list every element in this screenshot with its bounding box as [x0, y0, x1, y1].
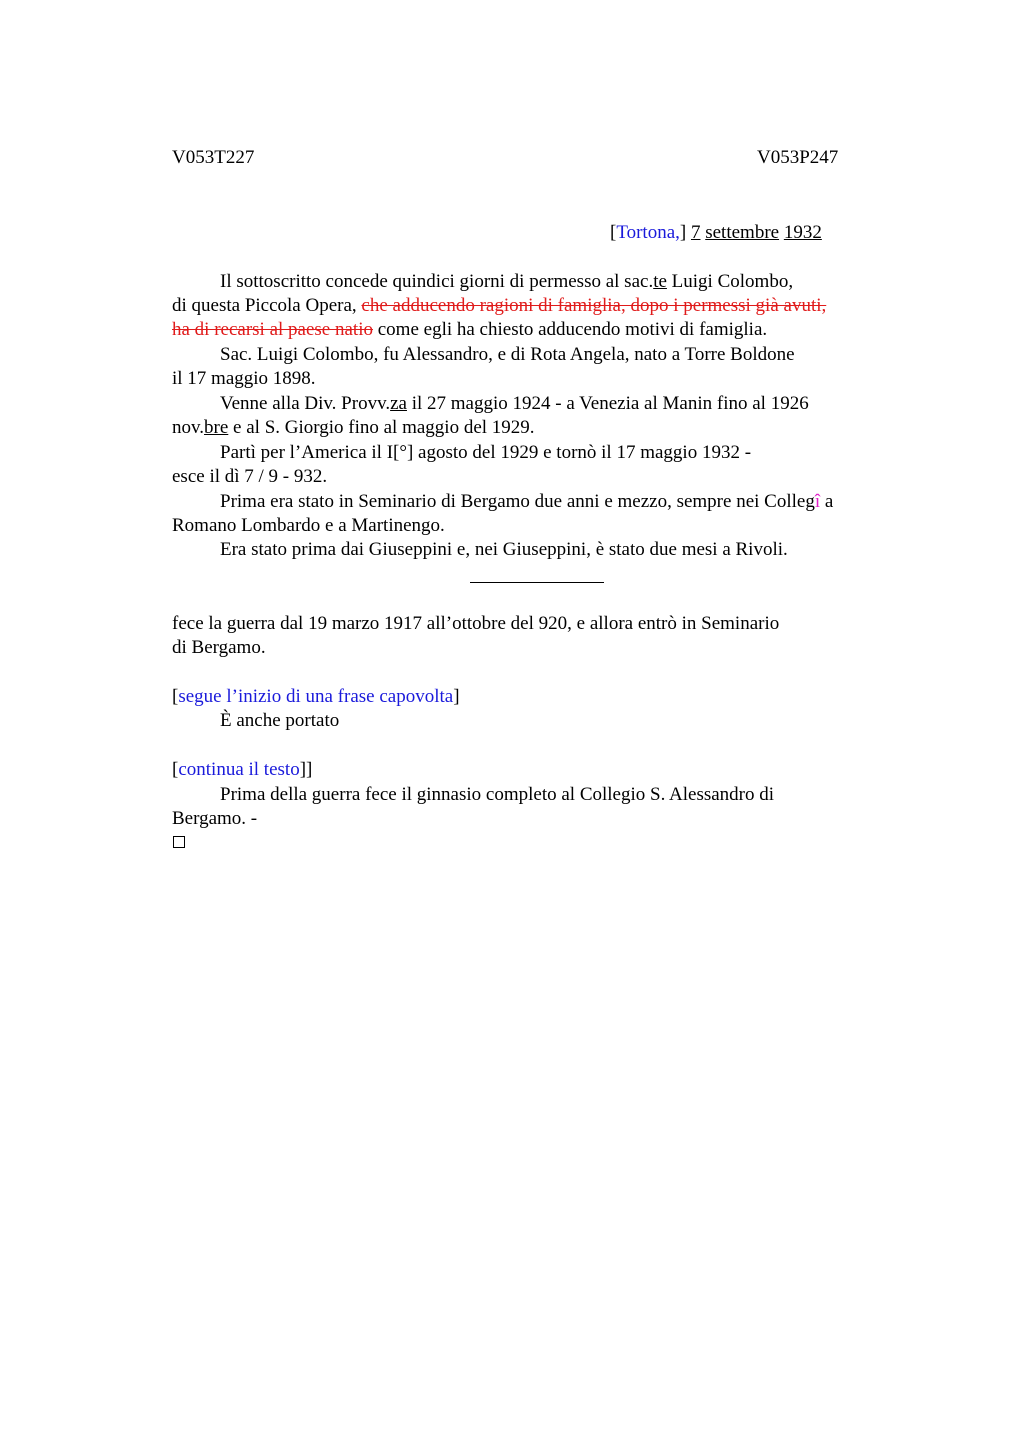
- bracket: [: [172, 686, 179, 707]
- text-span: Luigi Colombo,: [666, 271, 794, 292]
- bracket: ]]: [299, 759, 313, 780]
- text-span: come egli ha chiesto adducendo motivi di famiglia.: [372, 319, 768, 340]
- paragraph-3-line-1: [220, 392, 809, 416]
- text-span: nov.: [172, 417, 205, 438]
- dateline-day: 7: [690, 222, 701, 243]
- abbreviation-superscript: bre: [204, 417, 229, 438]
- paragraph-4-line-1: Partì per l’America il I[°] agosto del 1929 e tornò il 17 maggio 1932 -: [220, 442, 752, 463]
- paragraph-1-line-2: [172, 294, 826, 318]
- bracket: ]: [453, 686, 460, 707]
- dateline-month: settembre: [705, 222, 780, 243]
- paragraph-5-line-2: Romano Lombardo e a Martinengo.: [172, 515, 445, 536]
- separator-rule: [470, 582, 604, 583]
- abbreviation-superscript: za: [390, 393, 407, 414]
- editorial-note-text: continua il testo: [178, 759, 300, 780]
- bracket: [: [172, 759, 179, 780]
- dateline-year: 1932: [783, 222, 822, 243]
- document-code-left: V053T227: [172, 147, 255, 168]
- dateline-place: Tortona,: [616, 222, 680, 243]
- text-span: e al S. Giorgio fino al maggio del 1929.: [228, 417, 535, 438]
- editorial-note-1: [172, 685, 460, 709]
- paragraph-7-line-2: di Bergamo.: [172, 637, 266, 658]
- paragraph-4-line-2: esce il dì 7 / 9 - 932.: [172, 466, 328, 487]
- paragraph-1-line-3: [172, 318, 767, 342]
- paragraph-2-line-2: il 17 maggio 1898.: [172, 368, 316, 389]
- text-span: il 27 maggio 1924 - a Venezia al Manin fino al 1926: [406, 393, 809, 414]
- paragraph-2-line-1: Sac. Luigi Colombo, fu Alessandro, e di Rota Angela, nato a Torre Boldone: [220, 344, 795, 365]
- text-span: di questa Piccola Opera,: [172, 295, 362, 316]
- text-span: Prima era stato in Seminario di Bergamo due anni e mezzo, sempre nei Colleg: [220, 491, 815, 512]
- paragraph-6-line-1: Era stato prima dai Giuseppini e, nei Giuseppini, è stato due mesi a Rivoli.: [220, 539, 788, 560]
- editorial-note-2: [172, 758, 312, 782]
- abbreviation-superscript: te: [653, 271, 667, 292]
- text-span: a: [820, 491, 834, 512]
- editorial-note-text: segue l’inizio di una frase capovolta: [178, 686, 454, 707]
- diacritic-mark: î: [814, 491, 821, 512]
- paragraph-8-line-1: È anche portato: [220, 710, 340, 731]
- deleted-text: che adducendo ragioni di famiglia, dopo i permessi già avuti,: [361, 295, 827, 316]
- dateline: [Tortona,] 7 settembre 1932: [610, 222, 822, 243]
- paragraph-7-line-1: fece la guerra dal 19 marzo 1917 all’ottobre del 920, e allora entrò in Seminario: [172, 613, 780, 634]
- paragraph-9-line-2: Bergamo. -: [172, 808, 258, 829]
- paragraph-5-line-1: [220, 490, 833, 514]
- paragraph-1-line-1: [220, 270, 793, 294]
- end-of-document-box-icon: [173, 836, 185, 848]
- document-code-right: V053P247: [757, 147, 839, 168]
- text-span: Il sottoscritto concede quindici giorni di permesso al sac.: [220, 271, 654, 292]
- text-span: Venne alla Div. Provv.: [220, 393, 391, 414]
- deleted-text: ha di recarsi al paese natio: [172, 319, 373, 340]
- paragraph-9-line-1: Prima della guerra fece il ginnasio completo al Collegio S. Alessandro di: [220, 784, 775, 805]
- paragraph-3-line-2: [172, 416, 535, 440]
